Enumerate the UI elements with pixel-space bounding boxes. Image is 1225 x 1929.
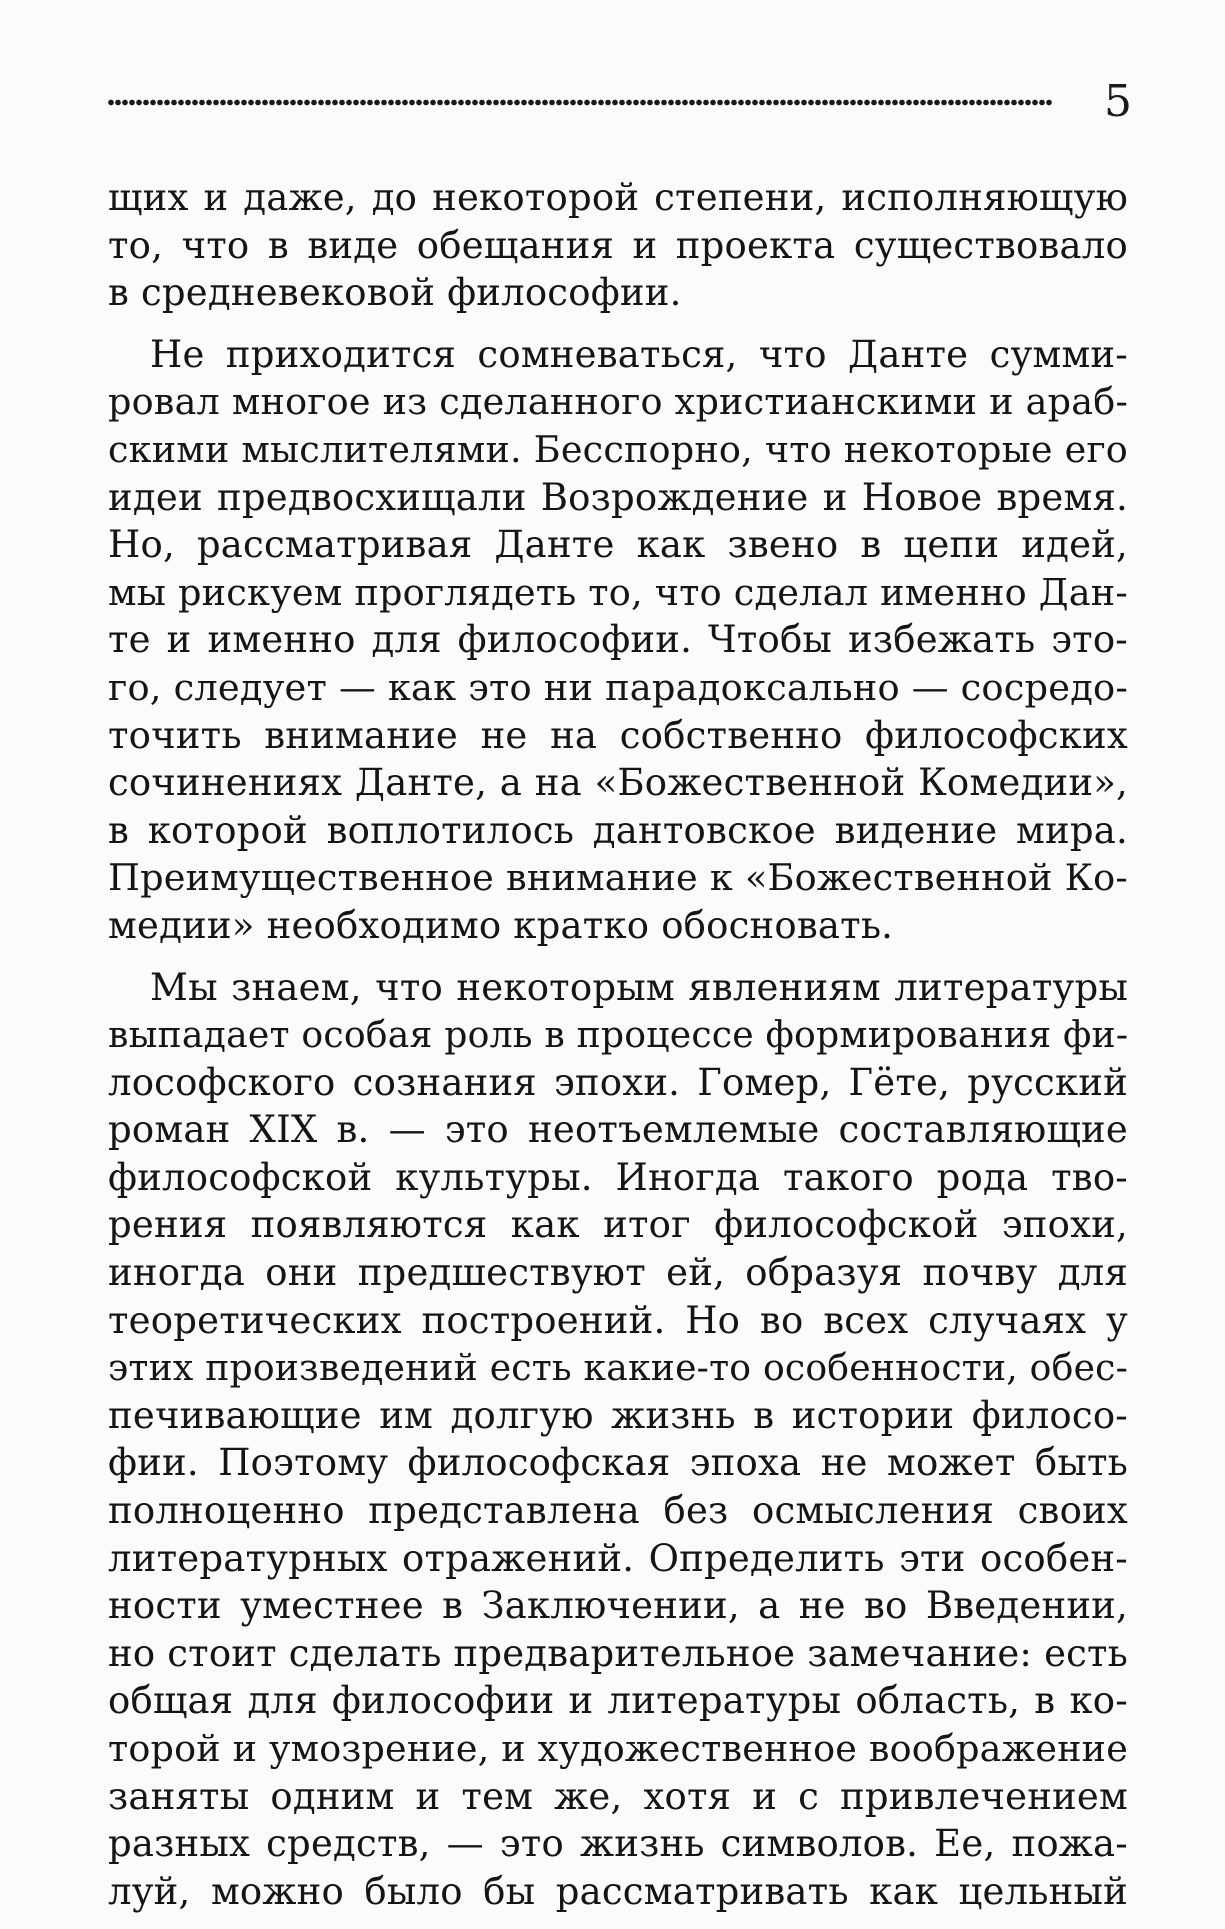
body-text — [108, 174, 1128, 1929]
text-line: в средневековой философии. — [108, 271, 682, 315]
text-line: луй, можно было бы рассматривать как цельный — [108, 1869, 1128, 1913]
text-line: этих произведений есть какие-то особенности, обес- — [108, 1346, 1128, 1390]
paragraph-3 — [108, 964, 1128, 1916]
text-line: общая для философии и литературы область, в ко- — [108, 1679, 1128, 1723]
text-line: Не приходится сомневаться, что Данте сумми- — [150, 332, 1128, 376]
page-header — [108, 76, 1132, 127]
text-line: полноценно представлена без осмысления своих — [108, 1489, 1128, 1533]
text-line: в которой воплотилось дантовское видение мира. — [108, 808, 1128, 852]
paragraph-2 — [108, 331, 1128, 950]
text-line: рения появляются как итог философской эпохи, — [108, 1203, 1128, 1247]
text-line: печивающие им долгую жизнь в истории филосо- — [108, 1393, 1128, 1437]
text-line: те и именно для философии. Чтобы избежать это- — [108, 618, 1128, 662]
text-line: Преимущественное внимание к «Божественной Ко- — [108, 856, 1128, 900]
text-line: выпадает особая роль в процессе формирования фи- — [108, 1013, 1129, 1057]
text-line: роман XIX в. — это неотъемлемые составляющие — [108, 1108, 1128, 1152]
text-line: скими мыслителями. Бесспорно, что некоторые его — [108, 427, 1128, 471]
text-line: торой и умозрение, и художественное воображение — [108, 1727, 1128, 1770]
text-line: щих и даже, до некоторой степени, исполняющую — [108, 176, 1128, 219]
text-line: идеи предвосхищали Возрождение и Новое время. — [108, 475, 1128, 519]
text-line: Мы знаем, что некоторым явлениям литературы — [150, 965, 1128, 1009]
text-line: мы рискуем проглядеть то, что сделал именно Дан- — [108, 570, 1128, 614]
paragraph-1 — [108, 174, 1128, 317]
text-line: иногда они предшествуют ей, образуя почву для — [108, 1251, 1128, 1295]
text-line: лософского сознания эпохи. Гомер, Гёте, русский — [108, 1060, 1128, 1104]
text-line: сочинениях Данте, а на «Божественной Комедии», — [108, 761, 1128, 805]
text-line: литературных отражений. Определить эти особен- — [108, 1536, 1128, 1580]
text-line: фии. Поэтому философская эпоха не может быть — [108, 1441, 1128, 1485]
decorative-dotted-rule — [108, 98, 1052, 107]
text-line: заняты одним и тем же, хотя и с привлечением — [108, 1774, 1128, 1818]
page-number: 5 — [1104, 76, 1132, 127]
text-line: Но, рассматривая Данте как звено в цепи идей, — [108, 523, 1128, 567]
text-line: то, что в виде обещания и проекта существовало — [108, 223, 1128, 267]
text-line: ности уместнее в Заключении, а не во Введении, — [108, 1584, 1128, 1628]
text-line: го, следует — как это ни парадоксально — сосредо- — [108, 665, 1128, 709]
text-line: разных средств, — это жизнь символов. Ее, пожа- — [108, 1822, 1128, 1866]
text-line: но стоит сделать предварительное замечание: есть — [108, 1631, 1128, 1675]
text-line: медии» необходимо кратко обосновать. — [108, 903, 894, 947]
text-line: ровал многое из сделанного христианскими и араб- — [108, 380, 1128, 424]
text-line: философской культуры. Иногда такого рода тво- — [108, 1155, 1128, 1199]
text-line: точить внимание не на собственно философских — [108, 713, 1128, 757]
text-line: теоретических построений. Но во всех случаях у — [108, 1298, 1128, 1342]
